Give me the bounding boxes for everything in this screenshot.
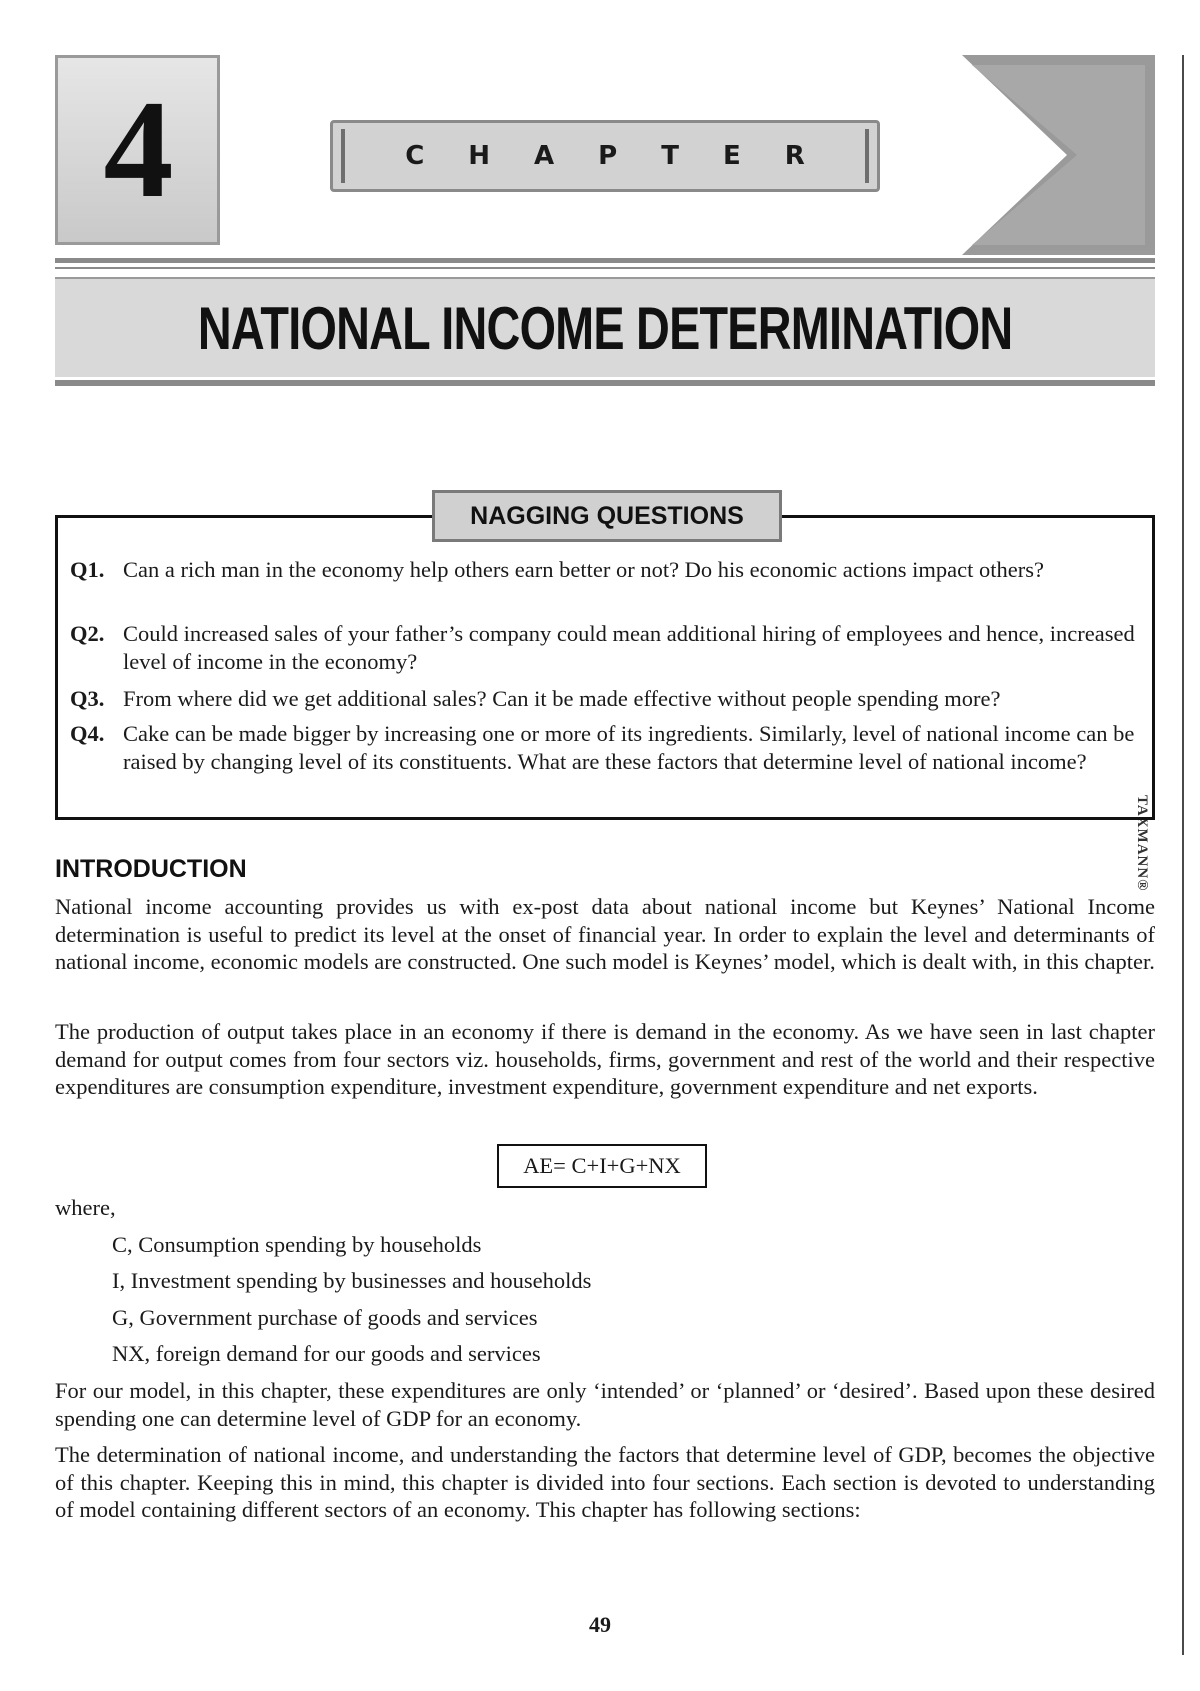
chapter-number-box bbox=[55, 55, 220, 245]
where-label: where, bbox=[55, 1195, 116, 1220]
paragraph: For our model, in this chapter, these expenditures are only ‘intended’ or ‘planned’ or ‘desired’. Based upon these desired spending one can determine level of GDP for an economy. bbox=[55, 1378, 1155, 1431]
chapter-label: CHAPTER bbox=[405, 141, 849, 171]
chapter-title-band bbox=[55, 277, 1155, 377]
question-item bbox=[70, 720, 1145, 776]
header-rule bbox=[55, 380, 1155, 386]
definition-item: NX, foreign demand for our goods and services bbox=[112, 1341, 541, 1366]
page-number: 49 bbox=[589, 1612, 611, 1637]
chapter-title: NATIONAL INCOME DETERMINATION bbox=[197, 294, 1013, 362]
paragraph: The determination of national income, and understanding the factors that determine level of GDP, becomes the objective of this chapter. Keeping this in mind, this chapter is divided into four sections. Each section is devoted to understanding of model containing different sectors of an economy. This chapter has following sections: bbox=[55, 1442, 1155, 1522]
paragraph: National income accounting provides us with ex-post data about national income but Keynes’ National Income determination is useful to predict its level at the onset of financial year. In order to explain the level and determinants of national income, economic models are constructed. One such model is Keynes’ model, which is dealt with, in this chapter. bbox=[55, 894, 1155, 974]
question-item bbox=[70, 685, 1145, 713]
question-text: Could increased sales of your father’s company could mean additional hiring of employees and hence, increased level of income in the economy? bbox=[123, 621, 1135, 674]
chapter-label-frame bbox=[341, 129, 869, 183]
paragraph: The production of output takes place in an economy if there is demand in the economy. As we have seen in last chapter demand for output comes from four sectors viz. households, firms, government and rest of the world and their respective expenditures are consumption expenditure, investment expenditure, government expenditure and net exports. bbox=[55, 1019, 1155, 1099]
question-text: Can a rich man in the economy help others earn better or not? Do his economic actions impact others? bbox=[123, 557, 1044, 582]
chapter-label-box bbox=[330, 120, 880, 192]
question-number: Q1. bbox=[70, 557, 105, 582]
header-rule bbox=[55, 258, 1155, 263]
section-heading: INTRODUCTION bbox=[55, 855, 247, 883]
publisher-imprint: TAXMANN® bbox=[1134, 795, 1150, 892]
definition-item: I, Investment spending by businesses and households bbox=[112, 1268, 592, 1293]
margin-line bbox=[1182, 55, 1184, 1655]
header-rule bbox=[55, 267, 1155, 269]
question-number: Q3. bbox=[70, 686, 105, 711]
question-item bbox=[70, 620, 1145, 676]
definition-item: G, Government purchase of goods and services bbox=[112, 1305, 538, 1330]
question-item bbox=[70, 556, 1145, 584]
formula-box: AE= C+I+G+NX bbox=[497, 1144, 707, 1188]
chapter-number: 4 bbox=[103, 72, 172, 227]
chevron-arrow-icon bbox=[962, 55, 1155, 255]
question-number: Q2. bbox=[70, 621, 105, 646]
question-number: Q4. bbox=[70, 721, 105, 746]
definition-item: C, Consumption spending by households bbox=[112, 1232, 482, 1257]
question-text: From where did we get additional sales? Can it be made effective without people spending more? bbox=[123, 686, 1001, 711]
nagging-questions-title: NAGGING QUESTIONS bbox=[432, 490, 782, 542]
question-text: Cake can be made bigger by increasing one or more of its ingredients. Similarly, level of national income can be raised by changing level of its constituents. What are these factors that determine level of national income? bbox=[123, 721, 1135, 774]
